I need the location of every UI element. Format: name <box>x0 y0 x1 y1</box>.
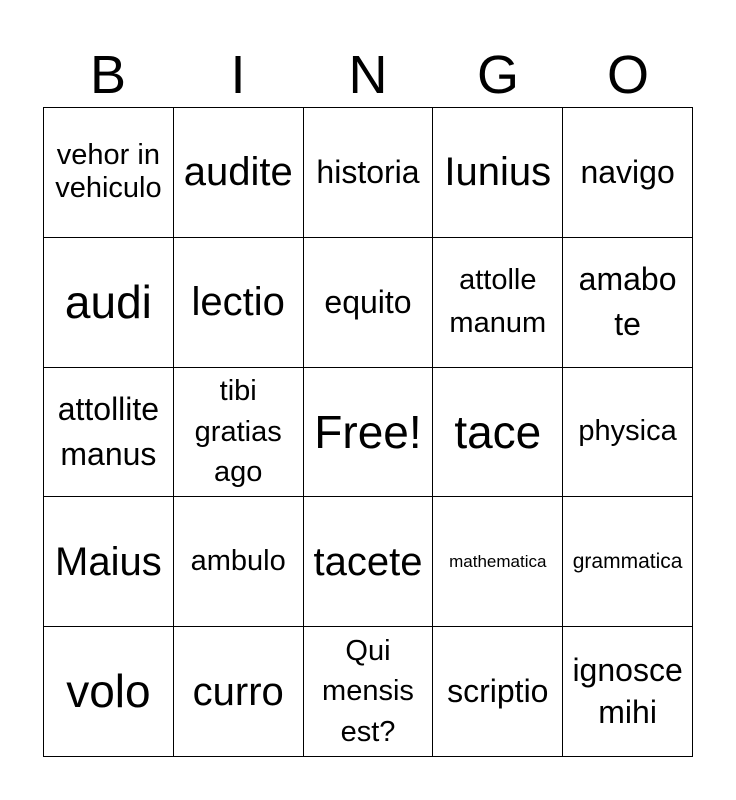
bingo-cell[interactable] <box>44 627 174 757</box>
cell-text: curro <box>192 669 284 714</box>
free-space-cell[interactable] <box>304 368 434 498</box>
cell-text: audi <box>64 275 152 328</box>
cell-text: Free! <box>314 405 422 458</box>
bingo-cell[interactable] <box>563 368 693 498</box>
cell-text: ignosce mihi <box>572 652 683 730</box>
bingo-cell[interactable] <box>433 627 563 757</box>
cell-text: tibi gratias ago <box>194 375 282 489</box>
cell-text: Iunius <box>444 150 552 195</box>
cell-text: vehor in vehiculo <box>55 139 162 205</box>
bingo-cell[interactable] <box>174 238 304 368</box>
cell-text: grammatica <box>572 549 683 573</box>
cell-text: amabo te <box>578 261 677 343</box>
cell-text: attollite manus <box>57 391 160 472</box>
cell-text: navigo <box>580 154 675 190</box>
cell-text: tacete <box>313 539 423 584</box>
cell-text: volo <box>66 665 151 718</box>
cell-text: attolle manum <box>449 263 547 340</box>
cell-text: ambulo <box>190 545 286 578</box>
cell-text: Qui mensis est? <box>322 634 414 748</box>
bingo-cell[interactable] <box>174 497 304 627</box>
bingo-cell[interactable] <box>304 497 434 627</box>
bingo-cell[interactable] <box>563 627 693 757</box>
cell-text: equito <box>324 283 412 320</box>
bingo-card <box>43 107 693 757</box>
cell-text: mathematica <box>449 552 547 572</box>
bingo-cell[interactable] <box>563 238 693 368</box>
cell-text: physica <box>578 415 677 448</box>
bingo-cell[interactable] <box>174 368 304 498</box>
bingo-cell[interactable] <box>304 108 434 238</box>
cell-text: scriptio <box>447 673 549 710</box>
header-letter-o: O <box>606 45 649 105</box>
header-letter-i: I <box>230 45 246 105</box>
bingo-cell[interactable] <box>304 627 434 757</box>
bingo-cell[interactable] <box>563 497 693 627</box>
bingo-cell[interactable] <box>304 238 434 368</box>
bingo-cell[interactable] <box>44 238 174 368</box>
bingo-cell[interactable] <box>44 108 174 238</box>
header-letter-n: N <box>348 45 388 105</box>
bingo-cell[interactable] <box>433 368 563 498</box>
cell-text: lectio <box>191 280 285 325</box>
bingo-cell[interactable] <box>174 627 304 757</box>
bingo-header <box>43 44 693 106</box>
bingo-cell[interactable] <box>433 238 563 368</box>
bingo-cell[interactable] <box>433 108 563 238</box>
header-letter-g: G <box>476 45 519 105</box>
cell-text: Maius <box>55 539 162 584</box>
bingo-cell[interactable] <box>433 497 563 627</box>
bingo-cell[interactable] <box>44 368 174 498</box>
header-letter-b: B <box>89 45 127 105</box>
cell-text: historia <box>316 154 420 190</box>
bingo-cell[interactable] <box>174 108 304 238</box>
bingo-cell[interactable] <box>563 108 693 238</box>
cell-text: tace <box>454 405 542 458</box>
bingo-cell[interactable] <box>44 497 174 627</box>
cell-text: audite <box>183 150 293 195</box>
